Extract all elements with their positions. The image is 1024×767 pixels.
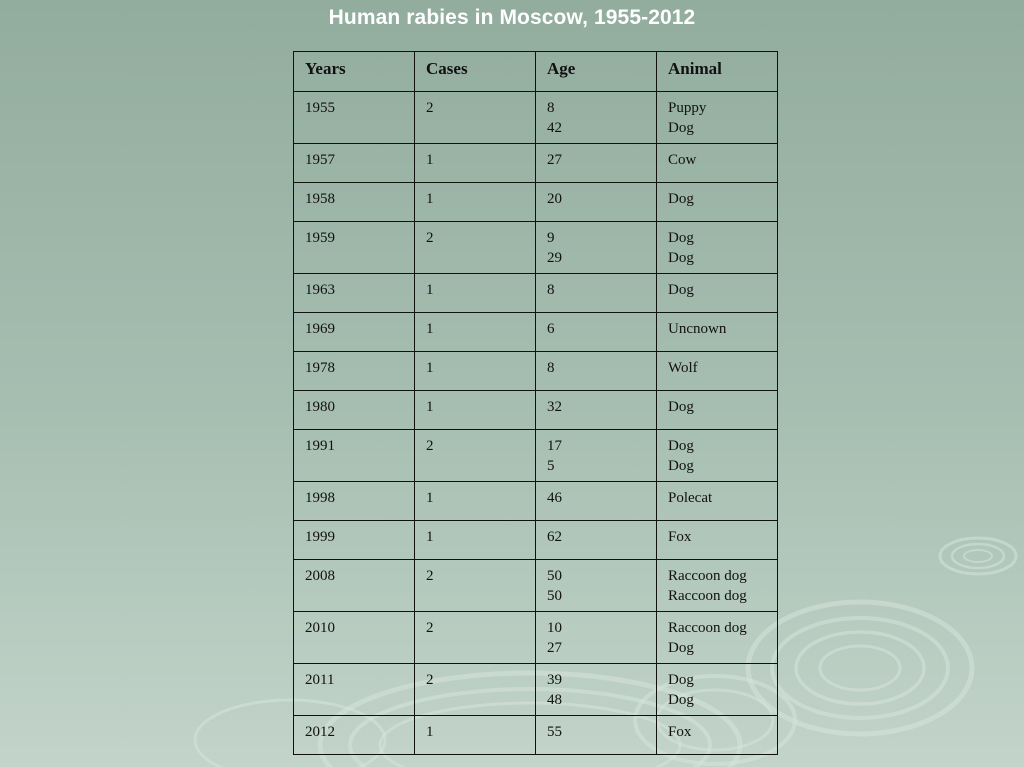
table-row bbox=[294, 716, 778, 755]
age-value: 27 bbox=[547, 152, 562, 168]
cases-cell: 2 bbox=[415, 664, 536, 716]
age-cell bbox=[536, 612, 657, 664]
cases-cell: 1 bbox=[415, 274, 536, 313]
header-cases: Cases bbox=[415, 52, 536, 92]
age-cell bbox=[536, 92, 657, 144]
table-header-row bbox=[294, 52, 778, 92]
age-cell bbox=[536, 274, 657, 313]
age-cell bbox=[536, 222, 657, 274]
animal-value: Fox bbox=[668, 529, 692, 545]
animal-value: Polecat bbox=[668, 490, 713, 506]
cases-cell: 1 bbox=[415, 521, 536, 560]
age-cell bbox=[536, 664, 657, 716]
age-value: 48 bbox=[547, 692, 562, 708]
animal-cell bbox=[657, 352, 778, 391]
year-cell: 1999 bbox=[294, 521, 415, 560]
animal-value: Raccoon dog bbox=[668, 568, 747, 584]
age-value: 42 bbox=[547, 120, 562, 136]
age-value: 32 bbox=[547, 399, 562, 415]
animal-value: Raccoon dog bbox=[668, 588, 747, 604]
animal-value: Dog bbox=[668, 692, 694, 708]
age-cell bbox=[536, 482, 657, 521]
animal-value: Dog bbox=[668, 230, 694, 246]
age-value: 62 bbox=[547, 529, 562, 545]
animal-value: Raccoon dog bbox=[668, 620, 747, 636]
age-cell bbox=[536, 352, 657, 391]
animal-value: Dog bbox=[668, 120, 694, 136]
age-cell bbox=[536, 430, 657, 482]
age-value: 9 bbox=[547, 230, 555, 246]
year-cell: 1958 bbox=[294, 183, 415, 222]
age-value: 27 bbox=[547, 640, 562, 656]
animal-value: Fox bbox=[668, 724, 692, 740]
age-value: 29 bbox=[547, 250, 562, 266]
year-cell: 1963 bbox=[294, 274, 415, 313]
cases-cell: 1 bbox=[415, 183, 536, 222]
animal-cell bbox=[657, 482, 778, 521]
table-row bbox=[294, 391, 778, 430]
animal-value: Dog bbox=[668, 191, 694, 207]
year-cell: 1991 bbox=[294, 430, 415, 482]
age-value: 17 bbox=[547, 438, 562, 454]
table-row bbox=[294, 521, 778, 560]
year-cell: 2010 bbox=[294, 612, 415, 664]
year-cell: 1969 bbox=[294, 313, 415, 352]
table-row bbox=[294, 222, 778, 274]
year-cell: 2011 bbox=[294, 664, 415, 716]
cases-cell: 1 bbox=[415, 391, 536, 430]
age-cell bbox=[536, 144, 657, 183]
animal-cell bbox=[657, 183, 778, 222]
age-value: 50 bbox=[547, 588, 562, 604]
cases-cell: 1 bbox=[415, 352, 536, 391]
animal-value: Wolf bbox=[668, 360, 698, 376]
rabies-cases-table bbox=[293, 51, 778, 755]
animal-value: Dog bbox=[668, 458, 694, 474]
year-cell: 2012 bbox=[294, 716, 415, 755]
table-row bbox=[294, 430, 778, 482]
year-cell: 1959 bbox=[294, 222, 415, 274]
animal-value: Dog bbox=[668, 250, 694, 266]
table-row bbox=[294, 482, 778, 521]
table-row bbox=[294, 352, 778, 391]
cases-cell: 1 bbox=[415, 144, 536, 183]
animal-value: Uncnown bbox=[668, 321, 727, 337]
animal-cell bbox=[657, 716, 778, 755]
year-cell: 1955 bbox=[294, 92, 415, 144]
table-row bbox=[294, 313, 778, 352]
age-value: 20 bbox=[547, 191, 562, 207]
age-value: 39 bbox=[547, 672, 562, 688]
age-value: 8 bbox=[547, 360, 555, 376]
cases-cell: 2 bbox=[415, 560, 536, 612]
age-cell bbox=[536, 716, 657, 755]
age-value: 10 bbox=[547, 620, 562, 636]
age-cell bbox=[536, 183, 657, 222]
animal-cell bbox=[657, 560, 778, 612]
animal-cell bbox=[657, 430, 778, 482]
age-cell bbox=[536, 521, 657, 560]
animal-value: Puppy bbox=[668, 100, 707, 116]
animal-value: Dog bbox=[668, 282, 694, 298]
cases-cell: 2 bbox=[415, 430, 536, 482]
table-row bbox=[294, 664, 778, 716]
animal-value: Dog bbox=[668, 672, 694, 688]
year-cell: 1978 bbox=[294, 352, 415, 391]
animal-cell bbox=[657, 92, 778, 144]
age-value: 50 bbox=[547, 568, 562, 584]
header-age: Age bbox=[536, 52, 657, 92]
animal-cell bbox=[657, 612, 778, 664]
age-cell bbox=[536, 391, 657, 430]
year-cell: 2008 bbox=[294, 560, 415, 612]
age-value: 6 bbox=[547, 321, 555, 337]
table-row bbox=[294, 144, 778, 183]
age-cell bbox=[536, 313, 657, 352]
age-value: 55 bbox=[547, 724, 562, 740]
cases-cell: 1 bbox=[415, 313, 536, 352]
animal-value: Dog bbox=[668, 399, 694, 415]
age-cell bbox=[536, 560, 657, 612]
cases-cell: 2 bbox=[415, 612, 536, 664]
age-value: 46 bbox=[547, 490, 562, 506]
age-value: 5 bbox=[547, 458, 555, 474]
table-row bbox=[294, 92, 778, 144]
page-title: Human rabies in Moscow, 1955-2012 bbox=[328, 6, 696, 29]
table-row bbox=[294, 183, 778, 222]
animal-value: Dog bbox=[668, 438, 694, 454]
animal-value: Cow bbox=[668, 152, 697, 168]
animal-cell bbox=[657, 144, 778, 183]
table-row bbox=[294, 274, 778, 313]
header-animal: Animal bbox=[657, 52, 778, 92]
cases-cell: 2 bbox=[415, 92, 536, 144]
table-row bbox=[294, 612, 778, 664]
cases-cell: 1 bbox=[415, 716, 536, 755]
age-value: 8 bbox=[547, 282, 555, 298]
year-cell: 1957 bbox=[294, 144, 415, 183]
age-value: 8 bbox=[547, 100, 555, 116]
animal-cell bbox=[657, 521, 778, 560]
table-row bbox=[294, 560, 778, 612]
year-cell: 1980 bbox=[294, 391, 415, 430]
animal-cell bbox=[657, 222, 778, 274]
animal-cell bbox=[657, 664, 778, 716]
year-cell: 1998 bbox=[294, 482, 415, 521]
cases-cell: 2 bbox=[415, 222, 536, 274]
cases-cell: 1 bbox=[415, 482, 536, 521]
animal-cell bbox=[657, 313, 778, 352]
header-years: Years bbox=[294, 52, 415, 92]
animal-value: Dog bbox=[668, 640, 694, 656]
animal-cell bbox=[657, 274, 778, 313]
animal-cell bbox=[657, 391, 778, 430]
